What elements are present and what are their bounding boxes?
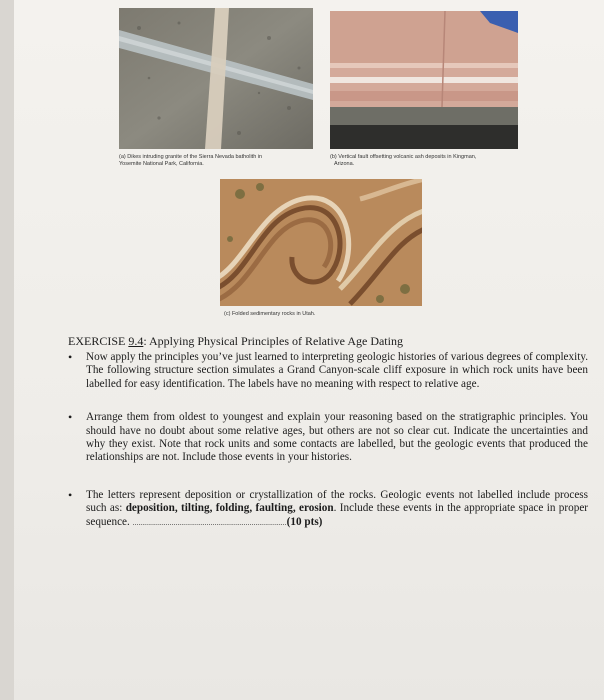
- exercise-number: 9.4: [128, 334, 144, 348]
- bullet-1-text: Now apply the principles you’ve just learned to interpreting geologic histories of various degrees of complexity. The following structure section simulates a Grand Canyon-scale cliff exposure in which rock units have been labelled for easy identification. The labels have no meaning with respect to relative age.: [86, 351, 588, 390]
- bullet-dot-icon: •: [68, 487, 73, 502]
- bullet-1: [68, 351, 588, 391]
- bullet-2: [68, 411, 588, 465]
- caption-a-line2: Yosemite National Park, California.: [119, 161, 204, 167]
- exercise-title: [68, 334, 588, 349]
- exercise-label: EXERCISE: [68, 334, 126, 348]
- bullet-3: [68, 489, 588, 530]
- caption-c: (c) Folded sedimentary rocks in Utah.: [224, 311, 316, 317]
- caption-b-line1: (b) Vertical fault offsetting volcanic ash deposits in Kingman,: [330, 154, 477, 160]
- leader-dots: ...............................................................................: [132, 518, 287, 527]
- points-label: (10 pts): [286, 515, 323, 528]
- photo-folded-rocks: [220, 179, 422, 306]
- photo-dikes-granite: [119, 8, 313, 149]
- bullet-3-end: . Include these events in the appropriate space in proper sequence.: [86, 502, 589, 528]
- caption-b-line2: Arizona.: [334, 161, 355, 167]
- exercise-section: [68, 334, 588, 530]
- bullet-2-text: Arrange them from oldest to youngest and explain your reasoning based on the stratigraphic principles. You should have no doubt about some relative ages, but others are not so clear cut. Indicate the uncertainties and why they exist. Note that rock units and some contacts are labelled, but the geologic events that produced the relationships are not. Include those events in your histories.: [86, 411, 588, 464]
- bullet-dot-icon: •: [68, 350, 73, 364]
- bullet-3-intro: The letters represent deposition or crystallization of the rocks. Geologic events not labelled include process such as:: [86, 488, 588, 515]
- caption-a: [119, 154, 319, 168]
- exercise-title-text: : Applying Physical Principles of Relative Age Dating: [143, 334, 403, 348]
- photo-vertical-fault: [330, 11, 518, 149]
- caption-b: [330, 154, 530, 168]
- bullet-dot-icon: •: [68, 410, 73, 425]
- bullet-3-events: deposition, tilting, folding, faulting, erosion: [125, 502, 334, 515]
- caption-a-line1: (a) Dikes intruding granite of the Sierra Nevada batholith in: [119, 154, 263, 160]
